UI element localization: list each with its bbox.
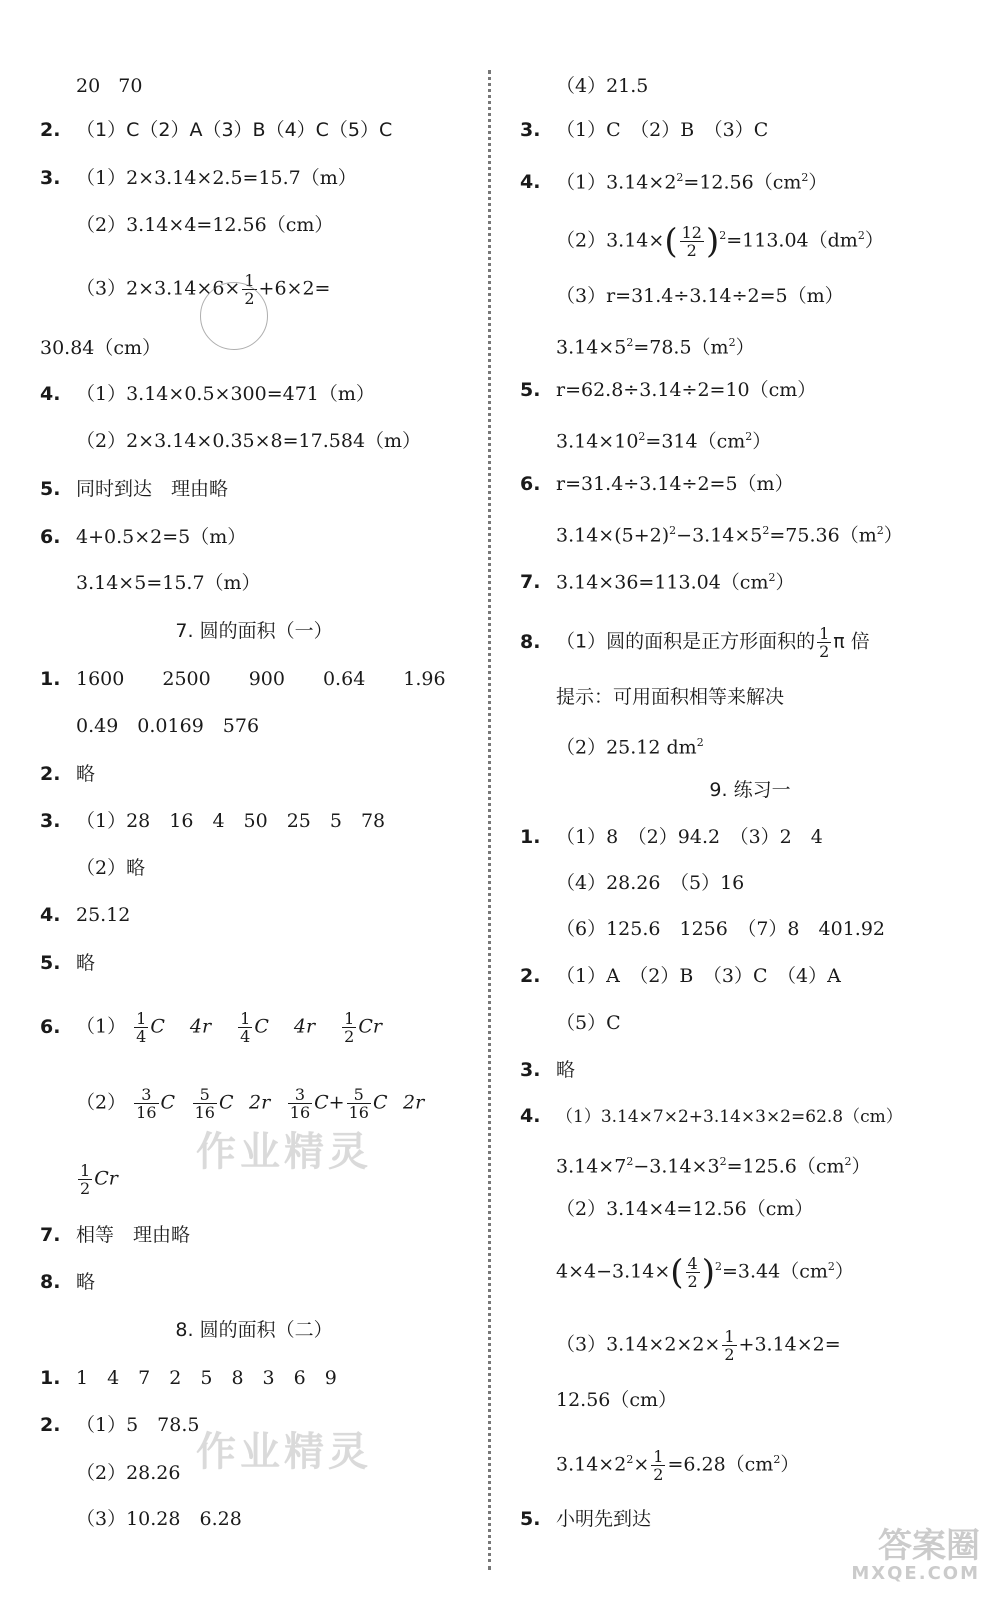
answer-line: 4. （1）3.14×0.5×300=471（m） (40, 383, 375, 405)
question-number: 7. (520, 571, 541, 594)
answer-line: $\frac{1}{2}$ Cr (80, 1161, 118, 1198)
answer-line: 提示：可用面积相等来解决 (556, 686, 785, 708)
fraction: $\frac{12}{2}$ (681, 223, 702, 260)
question-number: 3. (40, 167, 61, 189)
answer-line: 7. $3.14\times 36=113.04(cm^2)$ (520, 571, 795, 594)
answer-line: 2. （1）5 78.5 (40, 1414, 200, 1436)
column-divider (488, 70, 491, 1570)
fraction: $\frac{1}{2}$ (819, 624, 830, 661)
fraction: $\frac{1}{2}$ (244, 271, 255, 308)
question-number: 8. (40, 1271, 61, 1293)
question-number: 6. (40, 1015, 61, 1038)
fraction: $\frac{1}{4}$ (240, 1009, 251, 1046)
answer-line: 6. 4+0.5×2=5（m） (40, 526, 247, 548)
question-number: 1. (520, 826, 541, 848)
site-logo: 答案圈 MXQE.COM (851, 1526, 980, 1584)
question-number: 8. (520, 630, 541, 653)
answer-line: 6. r=31.4÷3.14÷2=5（m） (520, 473, 794, 495)
section-title: 7. 圆的面积（一） (175, 620, 333, 642)
answer-line: 2. （1）C（2）A（3）B（4）C（5）C (40, 119, 393, 141)
answer-line: （2）略 (76, 857, 146, 879)
answer-line: （4）21.5 (556, 75, 649, 97)
question-number: 4. (40, 904, 61, 926)
question-number: 5. (520, 1508, 541, 1530)
answer-line: 2. 略 (40, 763, 96, 785)
fraction: $\frac{5}{16}$ (194, 1085, 215, 1122)
fraction: $\frac{5}{16}$ (348, 1085, 369, 1122)
answer-line: 4×4−3.14×( $\frac{4}{2}$ )$^2=3.44(cm^2)$ (556, 1252, 854, 1293)
fraction: $\frac{4}{2}$ (687, 1254, 698, 1291)
answer-line: 1. （1）8 （2）94.2 （3）2 4 (520, 826, 823, 848)
question-number: 3. (520, 1059, 541, 1081)
answer-line: $3.14\times 2^2\times$ $\frac{1}{2}$ $=6.28(cm^2)$ (556, 1447, 800, 1484)
answer-line: $3.14\times 7^2-3.14\times 3^2=125.6(cm^2)$ (556, 1155, 871, 1178)
question-number: 3. (40, 810, 61, 832)
section-title: 8. 圆的面积（二） (175, 1319, 333, 1341)
answer-line: （2）3.14×( $\frac{12}{2}$ )$^2=113.04(dm^2)$ (556, 221, 884, 262)
fraction: $\frac{1}{2}$ (80, 1161, 91, 1198)
answer-line: 1. 1 4 7 2 5 8 3 6 9 (40, 1367, 337, 1389)
answer-line: （3）10.28 6.28 (76, 1508, 242, 1530)
answer-line: （2）2×3.14×0.35×8=17.584（m） (76, 430, 422, 452)
question-number: 7. (40, 1224, 61, 1246)
answer-line: 4. （1）3.14×7×2+3.14×3×2=62.8（cm） (520, 1105, 903, 1127)
answer-line: 30.84（cm） (40, 337, 162, 359)
answer-line: 5. 小明先到达 (520, 1508, 652, 1530)
question-number: 5. (40, 478, 61, 500)
question-number: 2. (40, 1414, 61, 1436)
answer-line: 8. 略 (40, 1271, 96, 1293)
fraction: $\frac{3}{16}$ (136, 1085, 157, 1122)
answer-line: 3. （1）2×3.14×2.5=15.7（m） (40, 167, 357, 189)
answer-line: （5）C (556, 1012, 621, 1034)
answer-line: 6. （1） $\frac{1}{4}$ C 4r $\frac{1}{4}$ C 4r $\frac{1}{2}$ Cr (40, 1009, 382, 1046)
question-number: 1. (40, 668, 61, 690)
answer-line: 7. 相等 理由略 (40, 1224, 191, 1246)
question-number: 4. (520, 1105, 541, 1127)
answer-line: （3）2×3.14×6× $\frac{1}{2}$ +6×2= (76, 271, 331, 308)
question-number: 3. (520, 119, 541, 141)
answer-line: 3.14×5=15.7（m） (76, 572, 261, 594)
watermark-text: 作业精灵 (196, 1429, 372, 1475)
watermark-text: 作业精灵 (196, 1129, 372, 1175)
question-number: 6. (40, 526, 61, 548)
question-number: 4. (520, 171, 541, 194)
answer-line: 20 70 (76, 75, 143, 97)
section-title: 9. 练习一 (709, 779, 791, 801)
answer-line: （2）25.12 $dm^2$ (556, 736, 704, 759)
answer-line: （2） $\frac{3}{16}$ C $\frac{5}{16}$ C 2r $\frac{3}{16}$ C+ $\frac{5}{16}$ C 2r (76, 1085, 425, 1122)
question-number: 5. (520, 379, 541, 401)
fraction: $\frac{1}{4}$ (136, 1009, 147, 1046)
answer-line: 12.56（cm） (556, 1389, 678, 1411)
answer-line: （6）125.6 1256 （7）8 401.92 (556, 918, 885, 940)
question-number: 2. (40, 119, 61, 141)
answer-line: 8. （1）圆的面积是正方形面积的 $\frac{1}{2}$ π 倍 (520, 624, 870, 661)
answer-line: （2）28.26 (76, 1462, 181, 1484)
answer-line: 5. 略 (40, 952, 96, 974)
answer-line: 5. 同时到达 理由略 (40, 478, 229, 500)
answer-line: 5. r=62.8÷3.14÷2=10（cm） (520, 379, 817, 401)
answer-line: 1. 1600 2500 900 0.64 1.96 (40, 668, 446, 690)
answer-line: 4. 25.12 (40, 904, 131, 926)
question-number: 6. (520, 473, 541, 495)
answer-line: $3.14\times(5+2)^2-3.14\times 5^2=75.36(m^2)$ (556, 524, 903, 547)
answer-line: （2）3.14×4=12.56（cm） (556, 1198, 814, 1220)
answer-line: 3. （1）28 16 4 50 25 5 78 (40, 810, 386, 832)
answer-line: （3）r=31.4÷3.14÷2=5（m） (556, 285, 844, 307)
fraction: $\frac{1}{2}$ (724, 1327, 735, 1364)
fraction: $\frac{1}{2}$ (653, 1447, 664, 1484)
watermark-stamp (200, 282, 268, 350)
answer-line: （2）3.14×4=12.56（cm） (76, 214, 334, 236)
answer-line: （4）28.26 （5）16 (556, 872, 745, 894)
answer-line: 3. 略 (520, 1059, 576, 1081)
question-number: 1. (40, 1367, 61, 1389)
question-number: 2. (40, 763, 61, 785)
fraction: $\frac{3}{16}$ (289, 1085, 311, 1122)
answer-line: $3.14\times 5^2=78.5(m^2)$ (556, 336, 755, 359)
answer-line: （3）3.14×2×2× $\frac{1}{2}$ +3.14×2= (556, 1327, 841, 1364)
answer-line: $3.14\times 10^2=314(cm^2)$ (556, 430, 772, 453)
answer-line: 4. $(1)3.14\times 2^2=12.56(cm^2)$ (520, 171, 828, 194)
question-number: 4. (40, 383, 61, 405)
question-number: 2. (520, 965, 541, 987)
question-number: 5. (40, 952, 61, 974)
answer-line: 2. （1）A （2）B （3）C （4）A (520, 965, 841, 987)
fraction: $\frac{1}{2}$ (344, 1009, 355, 1046)
answer-line: 3. （1）C （2）B （3）C (520, 119, 769, 141)
answer-line: 0.49 0.0169 576 (76, 715, 260, 737)
